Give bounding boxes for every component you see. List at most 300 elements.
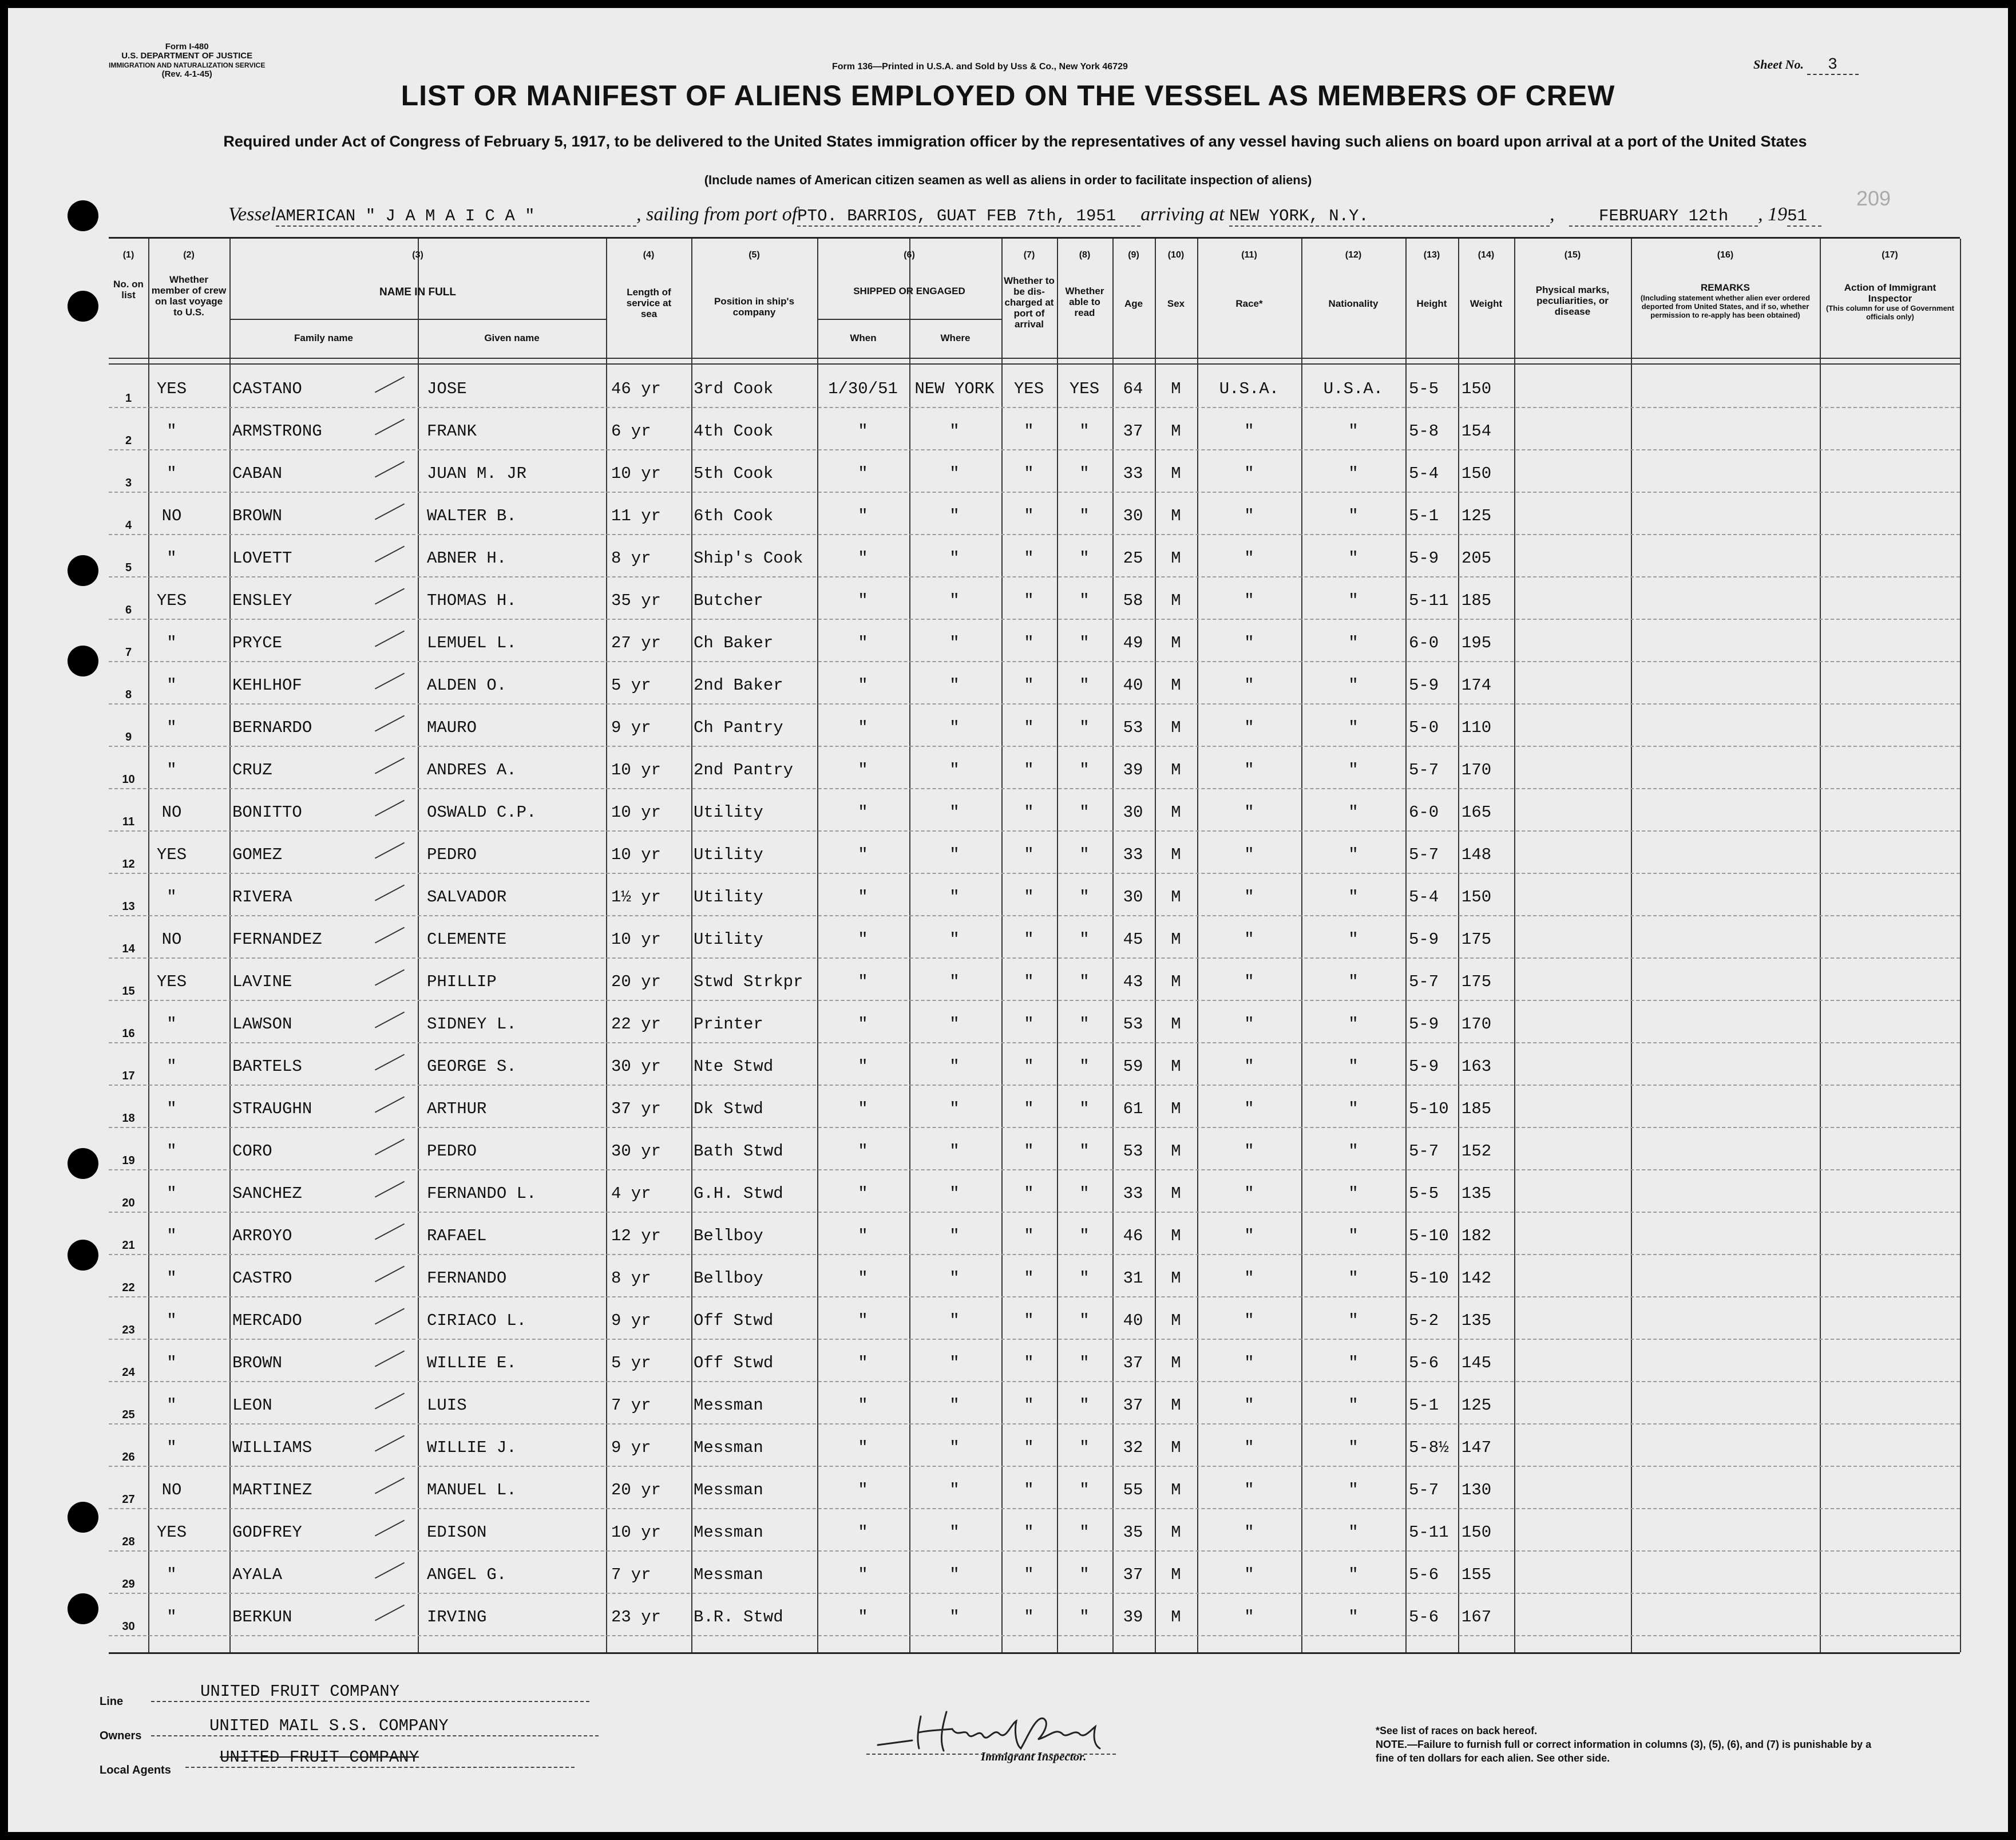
family-name-cell: BERKUN [232, 1608, 292, 1627]
family-name-cell: MERCADO [232, 1311, 302, 1330]
sex-cell: M [1171, 1481, 1181, 1499]
row-rule [109, 746, 1960, 747]
given-name-cell: ANDRES A. [427, 761, 517, 779]
given-name-cell: FERNANDO [427, 1269, 507, 1288]
position-cell: Utility [694, 803, 763, 822]
inspector-label: Immigrant Inspector. [981, 1750, 1087, 1763]
race-cell: " [1244, 888, 1254, 907]
discharged-cell: " [1024, 761, 1034, 779]
height-cell: 5-7 [1409, 761, 1439, 779]
nationality-cell: " [1348, 1608, 1358, 1627]
nationality-cell: " [1348, 761, 1358, 779]
check-mark-icon [375, 377, 405, 393]
able-to-read-cell: " [1079, 1481, 1090, 1499]
shipped-where-cell: " [949, 972, 960, 991]
race-cell: " [1244, 634, 1254, 652]
last-voyage-cell: NO [161, 507, 182, 525]
sex-cell: M [1171, 379, 1181, 398]
discharged-cell: " [1024, 1099, 1034, 1118]
race-cell: " [1244, 1142, 1254, 1161]
row-rule [109, 873, 1960, 874]
row-number: 9 [125, 731, 132, 743]
race-cell: " [1244, 972, 1254, 991]
check-mark-icon [375, 1520, 405, 1537]
check-mark-icon [375, 842, 405, 859]
race-cell: " [1244, 549, 1254, 568]
row-rule [109, 1423, 1960, 1424]
height-cell: 5-9 [1409, 549, 1439, 568]
service-cell: 10 yr [611, 1523, 662, 1542]
service-cell: 37 yr [611, 1099, 662, 1118]
last-voyage-cell: YES [156, 591, 187, 610]
row-number: 22 [122, 1281, 135, 1294]
row-number: 23 [122, 1324, 135, 1336]
last-voyage-cell: YES [156, 1523, 187, 1542]
arriving-at: NEW YORK, N.Y. [1229, 207, 1550, 227]
weight-cell: 152 [1461, 1142, 1492, 1161]
position-cell: G.H. Stwd [694, 1184, 783, 1203]
page-title: LIST OR MANIFEST OF ALIENS EMPLOYED ON THE VESSEL AS MEMBERS OF CREW [401, 80, 1615, 112]
shipped-where-cell: " [949, 1142, 960, 1161]
shipped-when-cell: " [858, 1523, 868, 1542]
service-cell: 9 yr [611, 718, 651, 737]
able-to-read-cell: " [1079, 761, 1090, 779]
height-cell: 5-6 [1409, 1354, 1439, 1372]
discharged-cell: " [1024, 1142, 1034, 1161]
family-name-cell: BERNARDO [232, 718, 312, 737]
age-cell: 37 [1123, 1565, 1143, 1584]
discharged-cell: " [1024, 1269, 1034, 1288]
shipped-where-cell: " [949, 549, 960, 568]
race-cell: " [1244, 422, 1254, 441]
given-name-cell: ABNER H. [427, 549, 507, 568]
able-to-read-cell: " [1079, 1099, 1090, 1118]
sex-cell: M [1171, 1226, 1181, 1245]
last-voyage-cell: " [167, 1099, 177, 1118]
height-cell: 5-7 [1409, 845, 1439, 864]
discharged-cell: " [1024, 1184, 1034, 1203]
shipped-where-cell: " [949, 1099, 960, 1118]
height-cell: 5-9 [1409, 930, 1439, 949]
family-name-cell: BARTELS [232, 1057, 302, 1076]
position-cell: Messman [694, 1523, 763, 1542]
nationality-cell: " [1348, 464, 1358, 483]
shipped-where-cell: NEW YORK [914, 379, 995, 398]
local-agents-value: UNITED FRUIT COMPANY [185, 1748, 575, 1768]
given-name-cell: PHILLIP [427, 972, 497, 991]
shipped-when-cell: 1/30/51 [828, 379, 898, 398]
able-to-read-cell: " [1079, 1608, 1090, 1627]
discharged-cell: " [1024, 888, 1034, 907]
able-to-read-cell: " [1079, 845, 1090, 864]
binder-hole [68, 1502, 98, 1533]
last-voyage-cell: " [167, 1142, 177, 1161]
arrival-date: FEBRUARY 12th [1569, 207, 1758, 227]
weight-cell: 185 [1461, 591, 1492, 610]
sex-cell: M [1171, 1396, 1181, 1415]
shipped-where-cell: " [949, 1354, 960, 1372]
row-number: 28 [122, 1536, 135, 1548]
family-name-cell: CASTANO [232, 379, 302, 398]
height-cell: 5-9 [1409, 1057, 1439, 1076]
last-voyage-cell: NO [161, 1481, 182, 1499]
height-cell: 5-7 [1409, 1142, 1439, 1161]
check-mark-icon [375, 1393, 405, 1410]
age-cell: 55 [1123, 1481, 1143, 1499]
row-rule [109, 492, 1960, 493]
family-name-cell: BONITTO [232, 803, 302, 822]
row-rule [109, 1466, 1960, 1467]
row-number: 4 [125, 519, 132, 532]
weight-cell: 155 [1461, 1565, 1492, 1584]
weight-cell: 175 [1461, 930, 1492, 949]
discharged-cell: " [1024, 1523, 1034, 1542]
last-voyage-cell: " [167, 1226, 177, 1245]
row-number: 18 [122, 1112, 135, 1125]
position-cell: 2nd Baker [694, 676, 783, 695]
nationality-cell: " [1348, 676, 1358, 695]
check-mark-icon [375, 1139, 405, 1156]
height-cell: 5-6 [1409, 1565, 1439, 1584]
height-cell: 5-4 [1409, 888, 1439, 907]
nationality-cell: " [1348, 1523, 1358, 1542]
discharged-cell: " [1024, 972, 1034, 991]
age-cell: 30 [1123, 803, 1143, 822]
row-rule [109, 1550, 1960, 1552]
sex-cell: M [1171, 1523, 1181, 1542]
row-number: 26 [122, 1451, 135, 1463]
check-mark-icon [375, 1224, 405, 1240]
height-cell: 6-0 [1409, 803, 1439, 822]
given-name-cell: IRVING [427, 1608, 487, 1627]
weight-cell: 174 [1461, 676, 1492, 695]
given-name-cell: ARTHUR [427, 1099, 487, 1118]
discharged-cell: " [1024, 549, 1034, 568]
shipped-where-cell: " [949, 1523, 960, 1542]
col-header-family-name: Family name [294, 333, 353, 343]
age-cell: 37 [1123, 1354, 1143, 1372]
row-number: 24 [122, 1366, 135, 1379]
able-to-read-cell: " [1079, 507, 1090, 525]
row-number: 11 [122, 816, 135, 828]
family-name-cell: WILLIAMS [232, 1438, 312, 1457]
row-rule [109, 407, 1960, 408]
shipped-when-cell: " [858, 1608, 868, 1627]
given-name-cell: LEMUEL L. [427, 634, 517, 652]
col-header-remarks-note: (Including statement whether alien ever ordered deported from United States, and if so, whether permission to re-apply has been obtained) [1640, 294, 1811, 319]
check-mark-icon [375, 504, 405, 520]
sex-cell: M [1171, 845, 1181, 864]
binder-hole [68, 646, 98, 676]
weight-cell: 170 [1461, 761, 1492, 779]
race-cell: " [1244, 1438, 1254, 1457]
age-cell: 40 [1123, 1311, 1143, 1330]
last-voyage-cell: NO [161, 930, 182, 949]
weight-cell: 154 [1461, 422, 1492, 441]
discharged-cell: " [1024, 1608, 1034, 1627]
age-cell: 31 [1123, 1269, 1143, 1288]
binder-hole [68, 1148, 98, 1179]
sex-cell: M [1171, 1608, 1181, 1627]
service-cell: 22 yr [611, 1015, 662, 1034]
sex-cell: M [1171, 1015, 1181, 1034]
nationality-cell: " [1348, 930, 1358, 949]
position-cell: Ch Baker [694, 634, 774, 652]
service-cell: 30 yr [611, 1142, 662, 1161]
given-name-cell: OSWALD C.P. [427, 803, 537, 822]
printer-note: Form 136—Printed in U.S.A. and Sold by Uss & Co., New York 46729 [832, 62, 1128, 72]
col-header-race: Race* [1235, 298, 1263, 309]
age-cell: 37 [1123, 1396, 1143, 1415]
service-cell: 7 yr [611, 1396, 651, 1415]
shipped-when-cell: " [858, 972, 868, 991]
age-cell: 25 [1123, 549, 1143, 568]
discharged-cell: " [1024, 1311, 1034, 1330]
able-to-read-cell: " [1079, 591, 1090, 610]
check-mark-icon [375, 1181, 405, 1198]
service-cell: 10 yr [611, 845, 662, 864]
able-to-read-cell: " [1079, 1396, 1090, 1415]
position-cell: Off Stwd [694, 1311, 774, 1330]
binder-hole [68, 1240, 98, 1271]
given-name-cell: WILLIE J. [427, 1438, 517, 1457]
shipped-when-cell: " [858, 1269, 868, 1288]
weight-cell: 145 [1461, 1354, 1492, 1372]
nationality-cell: " [1348, 1396, 1358, 1415]
service-cell: 10 yr [611, 761, 662, 779]
shipped-when-cell: " [858, 1184, 868, 1203]
check-mark-icon [375, 758, 405, 774]
check-mark-icon [375, 631, 405, 647]
position-cell: Bellboy [694, 1226, 763, 1245]
race-cell: " [1244, 507, 1254, 525]
family-name-cell: STRAUGHN [232, 1099, 312, 1118]
age-cell: 53 [1123, 718, 1143, 737]
shipped-when-cell: " [858, 549, 868, 568]
service-cell: 9 yr [611, 1311, 651, 1330]
col-header-where: Where [940, 333, 971, 343]
sex-cell: M [1171, 1311, 1181, 1330]
col-header-remarks: REMARKS [1701, 282, 1750, 293]
service-cell: 23 yr [611, 1608, 662, 1627]
nationality-cell: " [1348, 1184, 1358, 1203]
shipped-when-cell: " [858, 1354, 868, 1372]
shipped-where-cell: " [949, 1565, 960, 1584]
weight-cell: 205 [1461, 549, 1492, 568]
last-voyage-cell: " [167, 422, 177, 441]
row-number: 6 [125, 604, 132, 616]
row-rule [109, 915, 1960, 916]
last-voyage-cell: " [167, 1396, 177, 1415]
position-cell: 5th Cook [694, 464, 774, 483]
row-rule [109, 576, 1960, 577]
shipped-when-cell: " [858, 1226, 868, 1245]
shipped-when-cell: " [858, 1396, 868, 1415]
shipped-where-cell: " [949, 1226, 960, 1245]
row-number: 30 [122, 1620, 135, 1633]
check-mark-icon [375, 1054, 405, 1071]
height-cell: 5-5 [1409, 379, 1439, 398]
nationality-cell: " [1348, 1565, 1358, 1584]
family-name-cell: GODFREY [232, 1523, 302, 1542]
row-number: 13 [122, 900, 135, 913]
last-voyage-cell: " [167, 718, 177, 737]
col-header-given-name: Given name [484, 333, 540, 343]
shipped-where-cell: " [949, 1608, 960, 1627]
col-header-shipped: SHIPPED OR ENGAGED [853, 286, 965, 296]
able-to-read-cell: " [1079, 1565, 1090, 1584]
able-to-read-cell: " [1079, 1142, 1090, 1161]
sex-cell: M [1171, 591, 1181, 610]
age-cell: 39 [1123, 1608, 1143, 1627]
family-name-cell: BROWN [232, 1354, 283, 1372]
discharged-cell: " [1024, 1481, 1034, 1499]
age-cell: 53 [1123, 1015, 1143, 1034]
service-cell: 8 yr [611, 549, 651, 568]
shipped-where-cell: " [949, 676, 960, 695]
check-mark-icon [375, 546, 405, 563]
service-cell: 9 yr [611, 1438, 651, 1457]
height-cell: 5-10 [1409, 1269, 1449, 1288]
nationality-cell: " [1348, 1142, 1358, 1161]
age-cell: 37 [1123, 422, 1143, 441]
shipped-when-cell: " [858, 761, 868, 779]
last-voyage-cell: " [167, 1565, 177, 1584]
sheet-number-value: 3 [1807, 56, 1859, 75]
age-cell: 49 [1123, 634, 1143, 652]
weight-cell: 125 [1461, 1396, 1492, 1415]
col-header-weight: Weight [1470, 298, 1503, 309]
row-number: 16 [122, 1027, 135, 1040]
position-cell: Nte Stwd [694, 1057, 774, 1076]
shipped-where-cell: " [949, 1015, 960, 1034]
weight-cell: 148 [1461, 845, 1492, 864]
shipped-when-cell: " [858, 718, 868, 737]
last-voyage-cell: NO [161, 803, 182, 822]
position-cell: B.R. Stwd [694, 1608, 783, 1627]
last-voyage-cell: " [167, 549, 177, 568]
row-number: 3 [125, 477, 132, 489]
row-rule [109, 619, 1960, 620]
service-cell: 1½ yr [611, 888, 662, 907]
height-cell: 5-8½ [1409, 1438, 1449, 1457]
sex-cell: M [1171, 1354, 1181, 1372]
given-name-cell: EDISON [427, 1523, 487, 1542]
shipped-where-cell: " [949, 845, 960, 864]
check-mark-icon [375, 970, 405, 986]
sex-cell: M [1171, 888, 1181, 907]
service-cell: 7 yr [611, 1565, 651, 1584]
able-to-read-cell: " [1079, 888, 1090, 907]
weight-cell: 150 [1461, 379, 1492, 398]
check-mark-icon [375, 1478, 405, 1494]
vessel-line: VesselAMERICAN " J A M A I C A " , sailing from port ofPTO. BARRIOS, GUAT FEB 7th, 1951 arriving at NEW YORK, N.Y. , FEBRUARY 12th , 1951 [228, 204, 1821, 227]
position-cell: Ch Pantry [694, 718, 783, 737]
nationality-cell: " [1348, 1099, 1358, 1118]
col-header-age: Age [1124, 298, 1143, 309]
given-name-cell: RAFAEL [427, 1226, 487, 1245]
service-cell: 12 yr [611, 1226, 662, 1245]
discharged-cell: " [1024, 1438, 1034, 1457]
row-rule [109, 534, 1960, 535]
family-name-cell: KEHLHOF [232, 676, 302, 695]
weight-cell: 170 [1461, 1015, 1492, 1034]
given-name-cell: ALDEN O. [427, 676, 507, 695]
shipped-when-cell: " [858, 845, 868, 864]
able-to-read-cell: " [1079, 1057, 1090, 1076]
given-name-cell: FERNANDO L. [427, 1184, 537, 1203]
nationality-cell: " [1348, 634, 1358, 652]
row-number: 5 [125, 561, 132, 574]
position-cell: Stwd Strkpr [694, 972, 803, 991]
row-rule [109, 1085, 1960, 1086]
position-cell: Messman [694, 1396, 763, 1415]
given-name-cell: SIDNEY L. [427, 1015, 517, 1034]
family-name-cell: LAVINE [232, 972, 292, 991]
service-cell: 6 yr [611, 422, 651, 441]
shipped-when-cell: " [858, 1057, 868, 1076]
last-voyage-cell: " [167, 1269, 177, 1288]
local-agents-label: Local Agents [100, 1764, 171, 1776]
discharged-cell: " [1024, 1226, 1034, 1245]
nationality-cell: " [1348, 718, 1358, 737]
col-header-inspector-action: Action of Immigrant Inspector [1844, 282, 1936, 304]
sailing-from: PTO. BARRIOS, GUAT FEB 7th, 1951 [797, 207, 1140, 227]
given-name-cell: THOMAS H. [427, 591, 517, 610]
race-cell: " [1244, 1523, 1254, 1542]
last-voyage-cell: YES [156, 379, 187, 398]
race-cell: U.S.A. [1219, 379, 1280, 398]
row-rule [109, 1381, 1960, 1382]
row-number: 14 [122, 943, 135, 955]
row-rule [109, 1254, 1960, 1255]
sheet-number: Sheet No. 3 [1753, 56, 1859, 75]
age-cell: 61 [1123, 1099, 1143, 1118]
sex-cell: M [1171, 972, 1181, 991]
row-rule [109, 1593, 1960, 1594]
shipped-when-cell: " [858, 464, 868, 483]
row-rule [109, 1339, 1960, 1340]
family-name-cell: AYALA [232, 1565, 283, 1584]
nationality-cell: " [1348, 1354, 1358, 1372]
shipped-when-cell: " [858, 803, 868, 822]
discharged-cell: " [1024, 1396, 1034, 1415]
position-cell: Utility [694, 845, 763, 864]
sex-cell: M [1171, 1099, 1181, 1118]
shipped-when-cell: " [858, 422, 868, 441]
row-rule [109, 1212, 1960, 1213]
age-cell: 39 [1123, 761, 1143, 779]
row-number: 29 [122, 1578, 135, 1590]
check-mark-icon [375, 1097, 405, 1113]
row-rule [109, 1042, 1960, 1043]
height-cell: 5-9 [1409, 676, 1439, 695]
last-voyage-cell: " [167, 464, 177, 483]
shipped-where-cell: " [949, 718, 960, 737]
age-cell: 30 [1123, 507, 1143, 525]
height-cell: 5-11 [1409, 591, 1449, 610]
weight-cell: 165 [1461, 803, 1492, 822]
discharged-cell: " [1024, 634, 1034, 652]
last-voyage-cell: " [167, 1438, 177, 1457]
nationality-cell: U.S.A. [1323, 379, 1384, 398]
shipped-where-cell: " [949, 888, 960, 907]
col-header-height: Height [1416, 298, 1447, 309]
check-mark-icon [375, 1562, 405, 1579]
height-cell: 5-7 [1409, 1481, 1439, 1499]
given-name-cell: JOSE [427, 379, 467, 398]
nationality-cell: " [1348, 507, 1358, 525]
